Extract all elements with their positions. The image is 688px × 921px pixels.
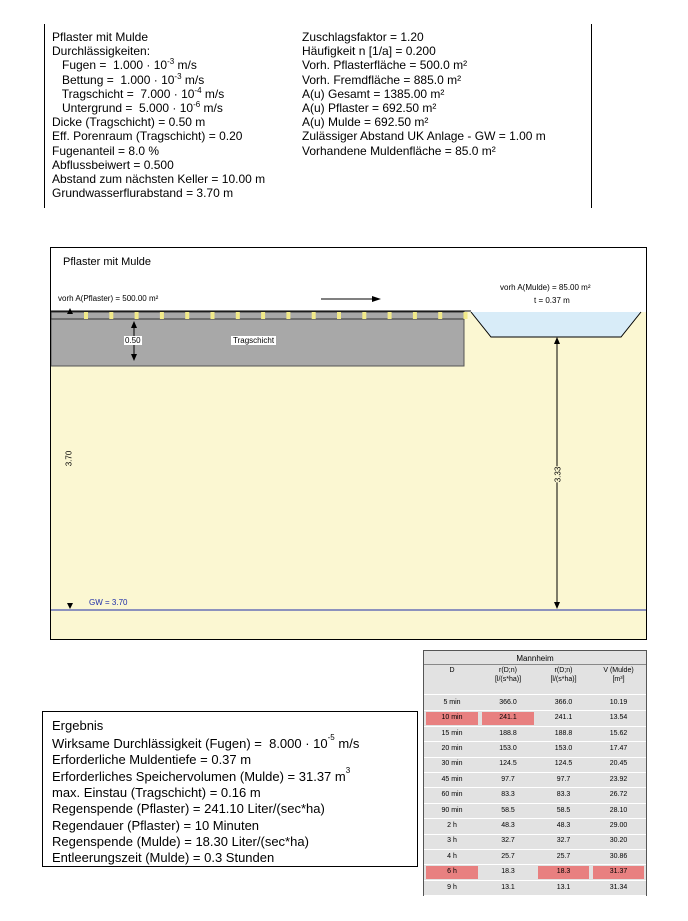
table-header-cell: [m³] <box>612 676 625 683</box>
pavement-joint <box>286 312 290 319</box>
parameter-line: Eff. Porenraum (Tragschicht) = 0.20 <box>52 129 243 144</box>
table-cell: 97.7 <box>556 775 571 783</box>
parameter-line: A(u) Mulde = 692.50 m² <box>302 115 429 130</box>
mulde-depth-label: t = 0.37 m <box>534 296 570 305</box>
parameter-line: Zuschlagsfaktor = 1.20 <box>302 30 424 44</box>
parameter-line-exponent: -3 <box>174 71 182 81</box>
tragschicht-thickness-label: 0.50 <box>125 336 141 345</box>
parameter-line: Abflussbeiwert = 0.500 <box>52 157 174 172</box>
pavement-joint <box>438 312 442 319</box>
parameter-line: Häufigkeit n [1/a] = 0.200 <box>302 44 436 59</box>
table-row-divider <box>424 895 646 896</box>
result-line: Entleerungszeit (Mulde) = 0.3 Stunden <box>52 850 275 866</box>
result-line-exponent: 3 <box>345 765 351 775</box>
table-cell: 13.1 <box>556 883 571 891</box>
table-cell: 20 min <box>441 744 463 752</box>
parameter-line <box>52 102 223 116</box>
table-row-divider <box>424 772 646 773</box>
table-cell: 45 min <box>441 775 463 783</box>
table-header-cell: [l/(s*ha)] <box>550 676 577 683</box>
table-cell: 18.3 <box>501 868 515 876</box>
table-cell: 15 min <box>441 729 463 737</box>
table-header-cell: [l/(s*ha)] <box>494 676 522 683</box>
diagram-title: Pflaster mit Mulde <box>63 256 152 268</box>
parameter-line-exponent: -4 <box>194 85 202 95</box>
table-cell: 58.5 <box>501 806 515 814</box>
result-line: max. Einstau (Tragschicht) = 0.16 m <box>52 784 261 800</box>
pavement-joint <box>413 312 417 319</box>
diagram-graphic <box>51 248 646 639</box>
pavement-joint <box>211 312 215 319</box>
parameter-line-unit: m/s <box>200 101 223 115</box>
table-cell: 28.10 <box>609 806 628 814</box>
table-cell: 23.92 <box>609 775 628 783</box>
table-cell: 83.3 <box>556 791 571 799</box>
table-cell: 90 min <box>441 806 463 814</box>
result-line: Regenspende (Mulde) = 18.30 Liter/(sec*ha) <box>52 833 309 849</box>
flow-arrow-head <box>372 296 381 302</box>
parameter-line: Vorh. Pflasterfläche = 500.0 m² <box>302 58 468 73</box>
table-cell: 124.5 <box>554 760 573 768</box>
result-line: Erforderliche Muldentiefe = 0.37 m <box>52 752 252 768</box>
pavement-joint <box>337 312 341 319</box>
gw-depth-label: 3.70 <box>64 450 74 467</box>
parameter-line-exponent: -3 <box>167 57 175 67</box>
table-header-cell: V (Mulde) <box>603 667 634 674</box>
pavement-joint <box>160 312 164 319</box>
table-cell: 241.1 <box>554 714 573 722</box>
parameter-line-unit: m/s <box>174 58 197 73</box>
parameter-line <box>52 59 197 73</box>
tragschicht-label: Tragschicht <box>233 336 275 345</box>
table-cell: 18.3 <box>556 868 571 876</box>
cross-section-diagram <box>50 247 647 640</box>
parameter-line: Abstand zum nächsten Keller = 10.00 m <box>52 172 266 186</box>
parameter-line-text: Fugen = 1.000 · 10 <box>52 58 168 73</box>
result-title: Ergebnis <box>52 718 104 733</box>
parameter-block <box>44 24 592 208</box>
pflaster-area-label: vorh A(Pflaster) = 500.00 m² <box>58 294 159 303</box>
table-cell: 58.5 <box>556 806 571 814</box>
parameter-line: Grundwasserflurabstand = 3.70 m <box>52 186 234 201</box>
pavement-joint <box>312 312 316 319</box>
table-cell: 3 h <box>447 837 457 845</box>
table-cell: 15.62 <box>609 729 628 737</box>
table-cell: 13.1 <box>501 883 515 891</box>
table-cell: 6 h <box>447 868 457 876</box>
table-row-divider <box>424 787 646 788</box>
pavement-joint <box>185 312 189 319</box>
table-cell: 366.0 <box>554 698 573 706</box>
pavement-joint <box>135 312 139 319</box>
swale-gw-distance-label: 3.33 <box>553 466 563 483</box>
table-cell: 124.5 <box>499 760 517 768</box>
result-line: Regendauer (Pflaster) = 10 Minuten <box>52 817 260 833</box>
parameter-line <box>52 71 205 88</box>
table-cell: 48.3 <box>556 821 571 829</box>
table-cell: 366.0 <box>499 698 517 706</box>
table-cell: 48.3 <box>501 821 515 829</box>
table-cell: 31.34 <box>609 883 628 891</box>
table-cell: 188.8 <box>554 729 573 737</box>
parameter-line-unit: m/s <box>181 72 205 87</box>
pavement-joint <box>84 312 88 319</box>
parameter-line-text: Tragschicht = 7.000 · 10 <box>52 86 195 101</box>
table-cell: 25.7 <box>556 852 571 860</box>
pavement-joint <box>388 312 392 319</box>
table-row-divider <box>424 803 646 804</box>
table-cell: 32.7 <box>556 837 571 845</box>
parameter-line-text: Bettung = 1.000 · 10 <box>52 72 175 87</box>
table-row-divider <box>424 757 646 758</box>
table-row-divider <box>424 834 646 835</box>
table-cell: 31.37 <box>609 868 628 876</box>
pavement-joint <box>464 312 468 319</box>
table-cell: 188.8 <box>499 729 517 737</box>
parameter-line: Vorhandene Muldenfläche = 85.0 m² <box>302 143 496 158</box>
table-cell: 9 h <box>447 883 457 891</box>
table-cell: 83.3 <box>501 791 515 799</box>
table-row-divider <box>424 664 646 665</box>
table-row-divider <box>424 818 646 819</box>
parameter-line: Zulässiger Abstand UK Anlage - GW = 1.00 m <box>302 129 546 144</box>
parameter-line: A(u) Pflaster = 692.50 m² <box>302 101 437 115</box>
result-line-text: Erforderliches Speichervolumen (Mulde) = 31.37 m <box>52 768 346 784</box>
table-header-cell: r(D;n) <box>499 667 517 674</box>
result-line <box>52 733 360 752</box>
parameter-line: A(u) Gesamt = 1385.00 m² <box>302 86 445 101</box>
pavement-joint <box>261 312 265 319</box>
table-cell: 32.7 <box>501 837 515 845</box>
table-cell: 97.7 <box>501 775 515 783</box>
rainfall-table <box>423 650 647 896</box>
parameter-line: Pflaster mit Mulde <box>52 30 149 44</box>
table-row-divider <box>424 864 646 865</box>
table-cell: 4 h <box>447 852 457 860</box>
pavement-joint <box>236 312 240 319</box>
result-line <box>52 765 351 785</box>
table-cell: 30 min <box>441 760 463 768</box>
table-row-divider <box>424 710 646 711</box>
table-cell: 10 min <box>441 714 463 722</box>
parameter-line-exponent: -6 <box>193 100 201 109</box>
table-cell: 2 h <box>447 821 457 829</box>
result-line-text: Wirksame Durchlässigkeit (Fugen) = 8.000 · 10 <box>52 736 328 751</box>
table-cell: 17.47 <box>609 744 628 752</box>
pavement-joint <box>109 312 113 319</box>
table-row-divider <box>424 694 646 695</box>
table-row-divider <box>424 880 646 881</box>
table-cell: 241.1 <box>499 714 517 722</box>
table-cell: 13.54 <box>609 714 628 722</box>
table-row-divider <box>424 726 646 727</box>
pavement-joint <box>362 312 366 319</box>
table-cell: 25.7 <box>501 852 515 860</box>
parameter-line-text: Untergrund = 5.000 · 10 <box>52 101 194 115</box>
table-header-cell: D <box>449 667 455 674</box>
result-line: Regenspende (Pflaster) = 241.10 Liter/(sec*ha) <box>52 801 325 817</box>
result-line-unit: m/s <box>334 736 360 751</box>
table-header-cell: r(D;n) <box>554 667 573 674</box>
table-cell: 29.00 <box>609 821 628 829</box>
mulde-area-label: vorh A(Mulde) = 85.00 m² <box>500 283 591 292</box>
parameter-line: Vorh. Fremdfläche = 885.0 m² <box>302 72 462 87</box>
table-row-divider <box>424 849 646 850</box>
result-box <box>42 711 418 867</box>
table-cell: 153.0 <box>499 744 517 752</box>
table-row-divider <box>424 741 646 742</box>
parameter-line: Dicke (Tragschicht) = 0.50 m <box>52 115 206 130</box>
parameter-line-unit: m/s <box>201 86 225 101</box>
table-cell: 153.0 <box>554 744 573 752</box>
table-cell: 26.72 <box>609 791 628 799</box>
result-line-exponent: -5 <box>327 733 335 742</box>
table-cell: 30.20 <box>609 837 628 845</box>
table-cell: 20.45 <box>609 760 628 768</box>
table-cell: 5 min <box>443 698 461 706</box>
swale-water <box>471 312 641 337</box>
table-cell: 30.86 <box>609 852 628 860</box>
parameter-line: Durchlässigkeiten: <box>52 44 151 59</box>
table-cell: 60 min <box>441 791 463 799</box>
groundwater-label: GW = 3.70 <box>89 598 128 607</box>
parameter-line: Fugenanteil = 8.0 % <box>52 143 160 158</box>
table-cell: 10.19 <box>609 698 628 706</box>
table-title: Mannheim <box>516 654 554 663</box>
